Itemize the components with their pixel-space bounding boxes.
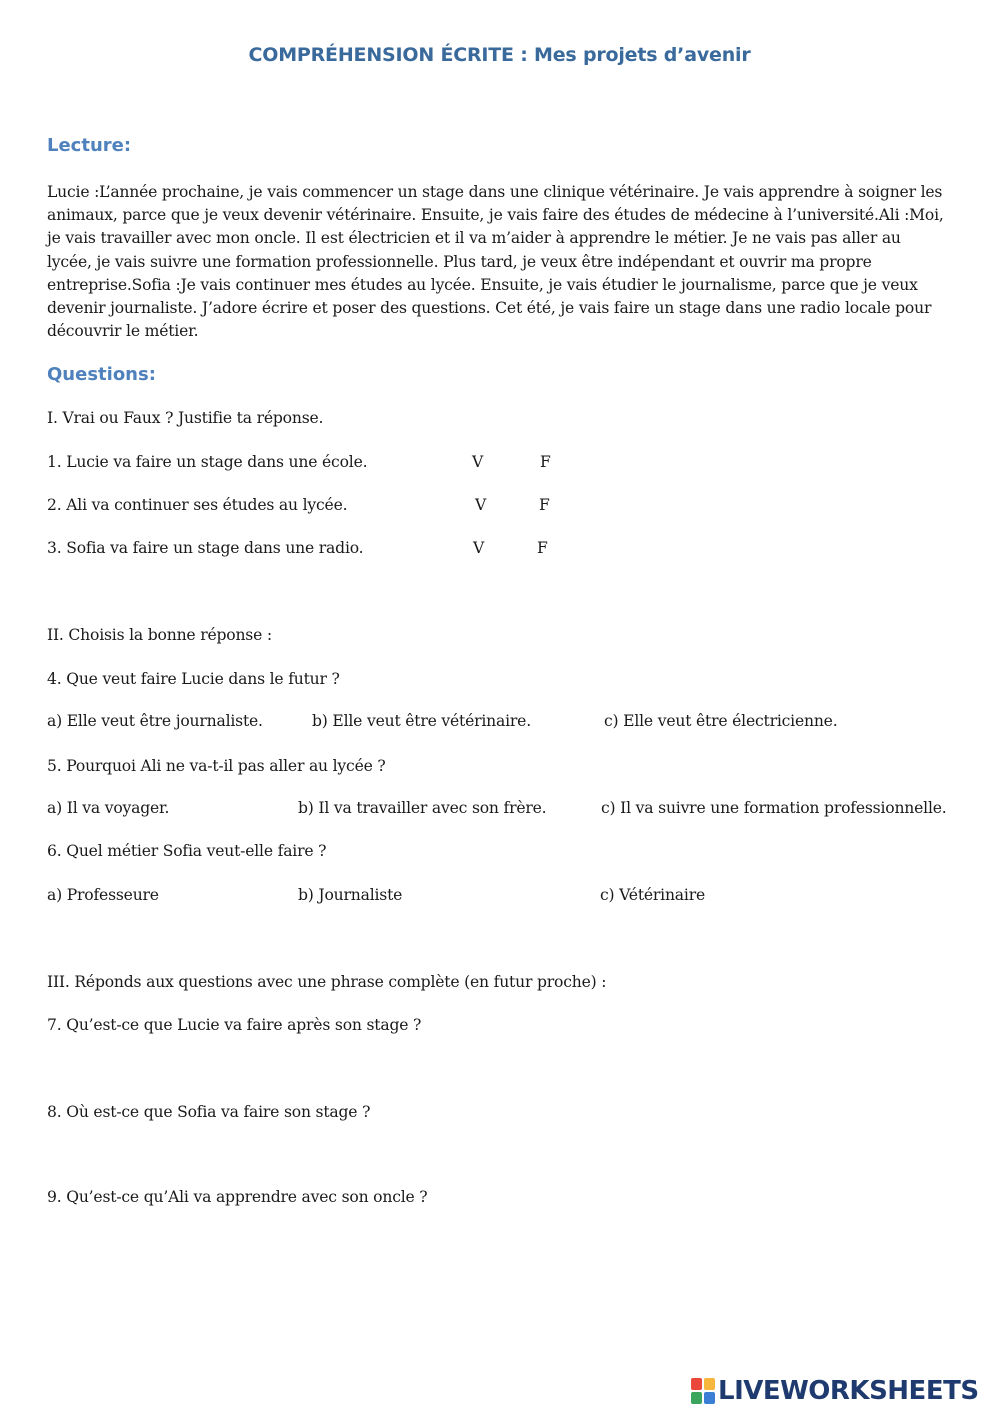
mc-question-4: 4. Que veut faire Lucie dans le futur ? [47, 670, 340, 688]
mc-option-6c[interactable]: c) Vétérinaire [600, 886, 705, 904]
mc-option-4b[interactable]: b) Elle veut être vétérinaire. [312, 712, 531, 730]
page-title: COMPRÉHENSION ÉCRITE : Mes projets d’avenir [248, 44, 751, 66]
mc-option-4c[interactable]: c) Elle veut être électricienne. [604, 712, 838, 730]
open-question-8: 8. Où est-ce que Sofia va faire son stage ? [47, 1103, 371, 1121]
part1-instruction: I. Vrai ou Faux ? Justifie ta réponse. [47, 409, 324, 427]
mc-option-5a[interactable]: a) Il va voyager. [47, 799, 170, 817]
tf-question-1: 1. Lucie va faire un stage dans une école. [47, 453, 368, 471]
tf-false-option-1[interactable]: F [540, 453, 551, 471]
tf-question-3: 3. Sofia va faire un stage dans une radio. [47, 539, 364, 557]
mc-option-6a[interactable]: a) Professeure [47, 886, 159, 904]
liveworksheets-logo-icon [690, 1377, 716, 1405]
tf-true-option-3[interactable]: V [473, 539, 485, 557]
reading-text: Lucie :L’année prochaine, je vais commencer un stage dans une clinique vétérinaire. Je vais apprendre à soigner les animaux, parce que je veux devenir vétérinaire. Ensuite, je vais faire des études de médecine à l’université.Ali :Moi, je vais travailler avec mon oncle. Il est électricien et il va m’aider à apprendre le métier. Je ne vais pas aller au lycée, je vais suivre une formation professionnelle. Plus tard, je veux être indépendant et ouvrir ma propre entreprise.Sofia :Je vais continuer mes études au lycée. Ensuite, je vais étudier le journalisme, parce que je veux devenir journaliste. J’adore écrire et poser des questions. Cet été, je vais faire un stage dans une radio locale pour découvrir le métier. [47, 183, 944, 341]
mc-option-4a[interactable]: a) Elle veut être journaliste. [47, 712, 263, 730]
tf-false-option-2[interactable]: F [539, 496, 550, 514]
tf-false-option-3[interactable]: F [537, 539, 548, 557]
questions-heading: Questions: [47, 364, 156, 385]
open-question-7: 7. Qu’est-ce que Lucie va faire après son stage ? [47, 1016, 422, 1034]
part3-instruction: III. Réponds aux questions avec une phrase complète (en futur proche) : [47, 973, 607, 991]
liveworksheets-brand[interactable] [690, 1374, 979, 1408]
liveworksheets-wordmark: LIVEWORKSHEETS [718, 1376, 979, 1406]
mc-option-6b[interactable]: b) Journaliste [298, 886, 403, 904]
open-question-9: 9. Qu’est-ce qu’Ali va apprendre avec son oncle ? [47, 1188, 428, 1206]
mc-question-5: 5. Pourquoi Ali ne va-t-il pas aller au lycée ? [47, 757, 386, 775]
tf-question-2: 2. Ali va continuer ses études au lycée. [47, 496, 348, 514]
mc-option-5b[interactable]: b) Il va travailler avec son frère. [298, 799, 547, 817]
tf-true-option-1[interactable]: V [472, 453, 484, 471]
mc-question-6: 6. Quel métier Sofia veut-elle faire ? [47, 842, 327, 860]
part2-instruction: II. Choisis la bonne réponse : [47, 626, 272, 644]
tf-true-option-2[interactable]: V [475, 496, 487, 514]
reading-heading: Lecture: [47, 135, 132, 156]
mc-option-5c[interactable]: c) Il va suivre une formation professionnelle. [601, 799, 947, 817]
